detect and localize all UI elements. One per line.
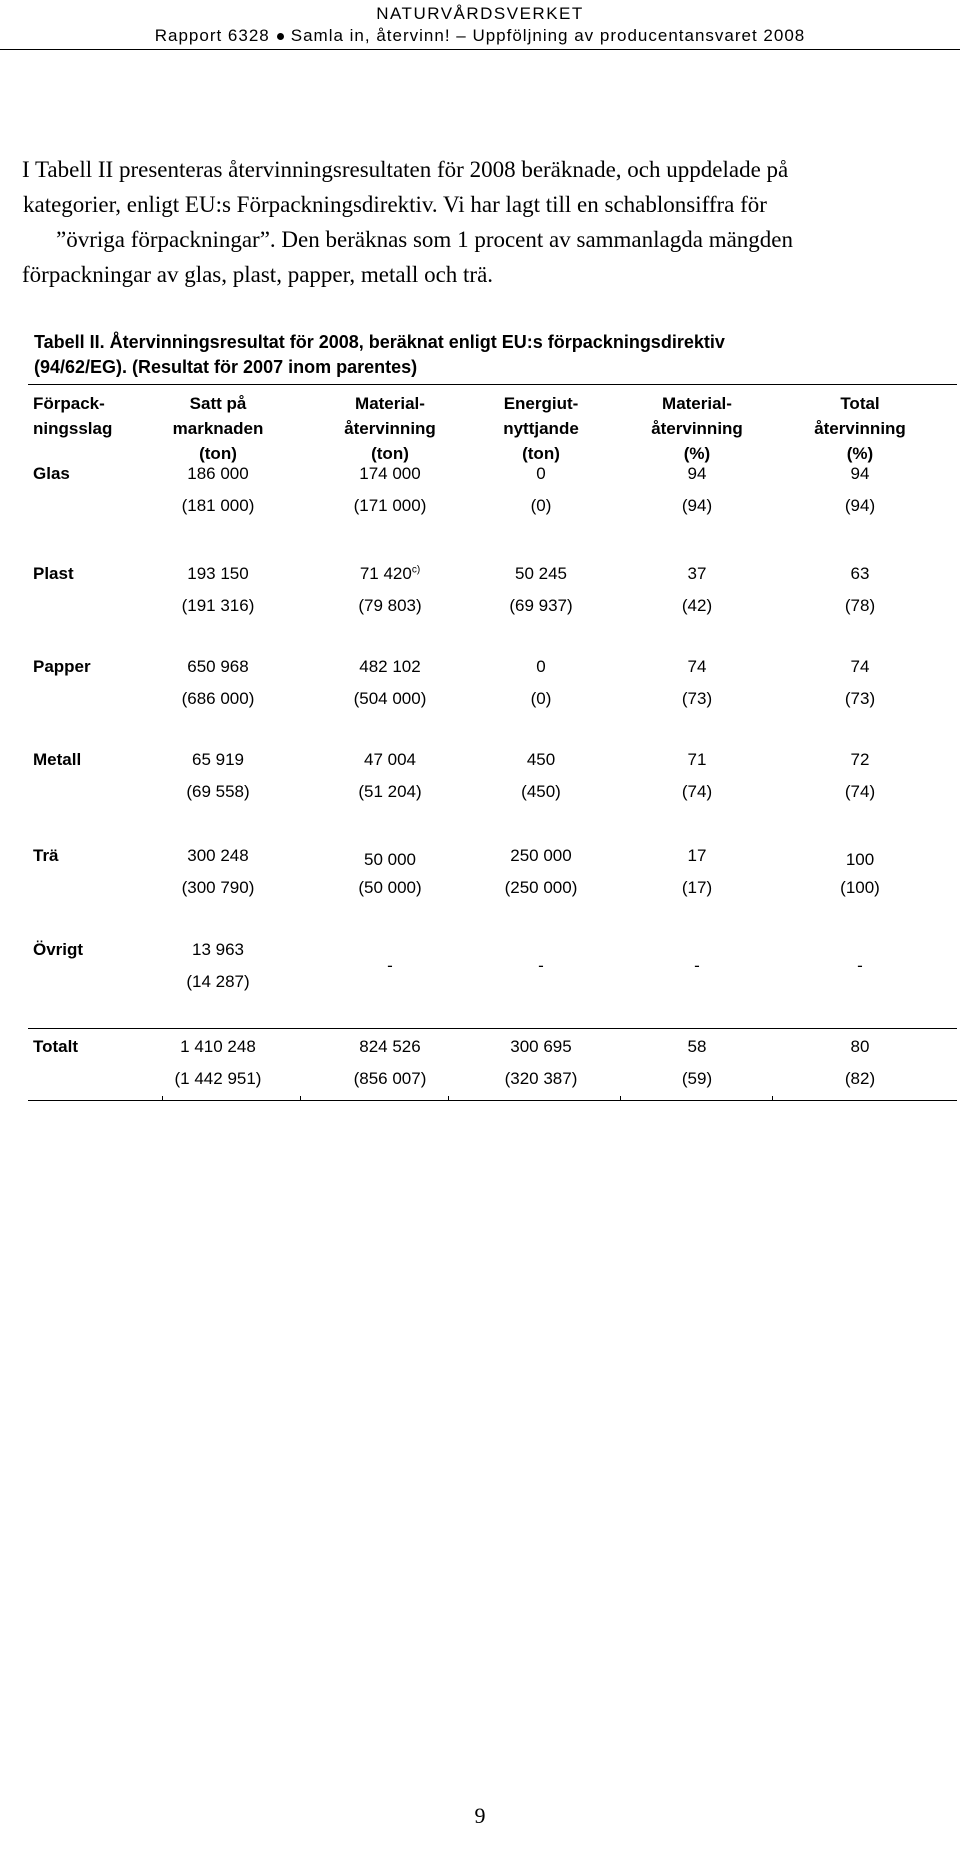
report-header	[0, 26, 960, 46]
table-cell: 71	[687, 750, 707, 769]
intro-paragraph	[22, 152, 927, 292]
table-cell: 250 000	[510, 846, 572, 865]
table-cell: 71 420$^{c)}$	[359, 564, 421, 583]
intro-line: I Tabell II presenteras återvinningsresultaten för 2008 beräknade, och uppdelade på	[22, 157, 789, 182]
column-header: (ton)	[371, 444, 409, 463]
table-cell: (17)	[681, 878, 713, 897]
column-header: ningsslag	[33, 419, 113, 438]
table-cell: (504 000)	[353, 689, 427, 708]
table-cell: 482 102	[359, 657, 421, 676]
intro-line: förpackningar av glas, plast, papper, metall och trä.	[22, 262, 494, 287]
column-header: återvinning	[344, 419, 436, 438]
table-cell: (856 007)	[353, 1069, 427, 1088]
column-header: nyttjande	[503, 419, 579, 438]
column-divider-tick	[448, 1096, 449, 1101]
table-cell: (191 316)	[181, 596, 255, 615]
footnote-marker: c)	[411, 564, 421, 576]
table-cell: (14 287)	[186, 972, 250, 991]
table-cell: (171 000)	[353, 496, 427, 515]
table-cell: 650 968	[187, 657, 249, 676]
table-cell: (100)	[840, 878, 880, 897]
table-cell: 63	[850, 564, 870, 583]
total-separator-rule	[28, 1028, 957, 1029]
column-header: återvinning	[814, 419, 906, 438]
column-header: (ton)	[199, 444, 237, 463]
column-header: (%)	[846, 444, 874, 463]
table-cell: (69 937)	[509, 596, 573, 615]
column-divider-tick	[162, 1096, 163, 1101]
table-cell: 50 000	[364, 850, 416, 869]
table-cell: 74	[850, 657, 870, 676]
row-label: Papper	[33, 657, 91, 676]
column-header: Material-	[355, 394, 425, 413]
column-header: marknaden	[172, 419, 264, 438]
table-cell: 58	[687, 1037, 707, 1056]
table-cell: (686 000)	[181, 689, 255, 708]
table-cell: 824 526	[359, 1037, 421, 1056]
table-top-rule	[28, 384, 957, 385]
table-cell: (78)	[844, 596, 876, 615]
table-cell: (79 803)	[358, 596, 422, 615]
intro-line: ”övriga förpackningar”. Den beräknas som 1 procent av sammanlagda mängden	[56, 227, 793, 252]
row-label: Övrigt	[33, 940, 84, 959]
table-cell: 100	[845, 850, 875, 869]
table-cell: 74	[687, 657, 707, 676]
row-label: Plast	[33, 564, 74, 583]
row-label: Trä	[33, 846, 59, 865]
table-cell: (59)	[681, 1069, 713, 1088]
table-cell: 450	[526, 750, 556, 769]
table-cell: (82)	[844, 1069, 876, 1088]
publisher-name: NATURVÅRDSVERKET	[376, 4, 584, 23]
column-header: Satt på	[189, 394, 247, 413]
table-cell: 186 000	[187, 464, 249, 483]
table-cell: 300 248	[187, 846, 249, 865]
table-cell: 300 695	[510, 1037, 572, 1056]
bullet-icon	[277, 33, 284, 40]
column-header: Energiut-	[503, 394, 579, 413]
row-label: Glas	[33, 464, 70, 483]
table-cell: (320 387)	[504, 1069, 578, 1088]
column-divider-tick	[772, 1096, 773, 1101]
column-header: Förpack-	[33, 394, 105, 413]
table-cell: (74)	[681, 782, 713, 801]
table-cell: (94)	[844, 496, 876, 515]
table-cell: 50 245	[515, 564, 567, 583]
table-cell: 0	[536, 657, 546, 676]
table-cell: -	[387, 956, 393, 975]
table-caption	[34, 330, 934, 380]
table-cell: 72	[850, 750, 870, 769]
table-cell: -	[694, 956, 700, 975]
table-cell: 37	[687, 564, 707, 583]
table-cell: (250 000)	[504, 878, 578, 897]
column-divider-tick	[300, 1096, 301, 1101]
table-cell: (69 558)	[186, 782, 250, 801]
table-cell: (73)	[844, 689, 876, 708]
caption-line: Tabell II. Återvinningsresultat för 2008, beräknat enligt EU:s förpackningsdirektiv	[34, 332, 725, 352]
table-cell: (42)	[681, 596, 713, 615]
table-cell: (450)	[521, 782, 561, 801]
table-cell: (181 000)	[181, 496, 255, 515]
table-cell: -	[857, 956, 863, 975]
table-cell: 0	[536, 464, 546, 483]
table-cell: (50 000)	[358, 878, 422, 897]
table-cell: 13 963	[192, 940, 244, 959]
table-cell: (94)	[681, 496, 713, 515]
table-cell: (300 790)	[181, 878, 255, 897]
column-header: (%)	[683, 444, 711, 463]
intro-line: kategorier, enligt EU:s Förpackningsdirektiv. Vi har lagt till en schablonsiffra för	[23, 192, 767, 217]
table-bottom-rule	[28, 1100, 957, 1101]
caption-line: (94/62/EG). (Resultat för 2007 inom parentes)	[34, 357, 418, 377]
table-cell: 174 000	[359, 464, 421, 483]
column-header: Material-	[662, 394, 732, 413]
table-cell: 1 410 248	[180, 1037, 256, 1056]
table-cell: -	[538, 956, 544, 975]
column-divider-tick	[620, 1096, 621, 1101]
table-cell: 47 004	[364, 750, 416, 769]
table-cell: (73)	[681, 689, 713, 708]
table-cell: (0)	[530, 689, 552, 708]
header-divider	[0, 49, 960, 50]
table-cell: (74)	[844, 782, 876, 801]
table-cell: 193 150	[187, 564, 249, 583]
page-number: 9	[474, 1803, 486, 1828]
table-cell: 17	[687, 846, 707, 865]
column-header: återvinning	[651, 419, 743, 438]
row-label: Totalt	[33, 1037, 79, 1056]
recycling-results-table	[28, 384, 960, 1104]
table-cell: 80	[850, 1037, 870, 1056]
row-label: Metall	[33, 750, 82, 769]
table-cell: (0)	[530, 496, 552, 515]
column-header: (ton)	[522, 444, 560, 463]
report-title: Samla in, återvinn! – Uppföljning av producentansvaret 2008	[290, 26, 806, 45]
table-cell: 65 919	[192, 750, 244, 769]
column-header: Total	[840, 394, 880, 413]
table-cell: 94	[687, 464, 707, 483]
table-cell: (1 442 951)	[174, 1069, 262, 1088]
table-cell: (51 204)	[358, 782, 422, 801]
report-number: Rapport 6328	[154, 26, 270, 45]
table-cell: 94	[850, 464, 870, 483]
